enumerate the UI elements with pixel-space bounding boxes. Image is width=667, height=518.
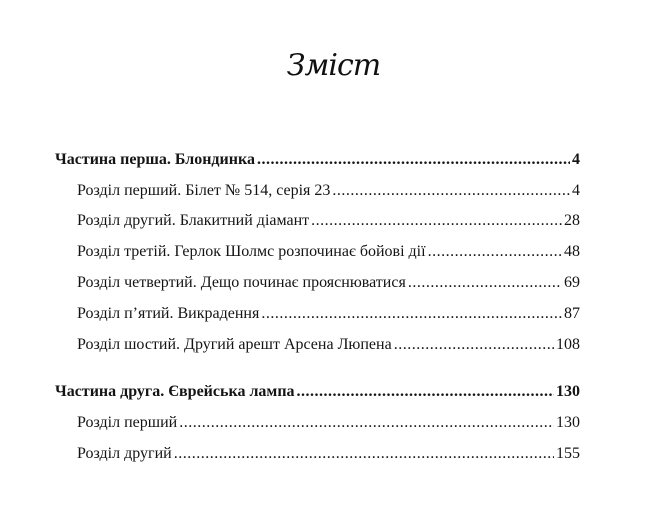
- toc-page: 155: [556, 445, 580, 462]
- dot-leader: [257, 150, 570, 170]
- dot-leader: [297, 382, 554, 402]
- toc-chapter[interactable]: [0, 181, 580, 201]
- toc-chapter[interactable]: [0, 335, 580, 355]
- dot-leader: [332, 181, 570, 201]
- toc-chapter[interactable]: [0, 242, 580, 262]
- toc-page: 130: [556, 414, 580, 431]
- toc-page: 87: [564, 305, 580, 322]
- toc-label: Розділ перший. Білет № 514, серія 23: [77, 182, 331, 199]
- toc-label: Розділ четвертий. Дещо починає прояснюватися: [77, 274, 406, 291]
- toc-label: Розділ другий: [77, 445, 172, 462]
- dot-leader: [428, 242, 562, 262]
- toc-label: Частина перша. Блондинка: [55, 151, 255, 168]
- dot-leader: [408, 273, 562, 293]
- dot-leader: [179, 413, 554, 433]
- toc-page: 4: [572, 182, 580, 199]
- dot-leader: [311, 211, 562, 231]
- toc-label: Розділ другий. Блакитний діамант: [77, 212, 310, 229]
- dot-leader: [174, 444, 554, 464]
- dot-leader: [394, 335, 554, 355]
- page-title: Зміст: [286, 48, 381, 83]
- toc-page: 69: [564, 274, 580, 291]
- toc-page: 48: [564, 243, 580, 260]
- toc-label: Розділ третій. Герлок Шолмс розпочинає бойові дії: [77, 243, 426, 260]
- toc-page: 130: [556, 383, 580, 400]
- toc-label: Розділ перший: [77, 414, 178, 431]
- toc-chapter[interactable]: [0, 273, 580, 293]
- toc-part-2[interactable]: [0, 382, 580, 402]
- toc-chapter[interactable]: [0, 444, 580, 464]
- toc-part-1[interactable]: [0, 150, 580, 170]
- toc-page: 4: [572, 151, 580, 168]
- toc-chapter[interactable]: [0, 304, 580, 324]
- toc-chapter[interactable]: [0, 413, 580, 433]
- toc-page: 28: [564, 212, 580, 229]
- toc-label: Розділ шостий. Другий арешт Арсена Люпена: [77, 336, 392, 353]
- toc-page: 108: [556, 336, 580, 353]
- dot-leader: [261, 304, 562, 324]
- toc-label: Частина друга. Єврейська лампа: [55, 383, 295, 400]
- toc-label: Розділ п’ятий. Викрадення: [77, 305, 260, 322]
- toc-chapter[interactable]: [0, 211, 580, 231]
